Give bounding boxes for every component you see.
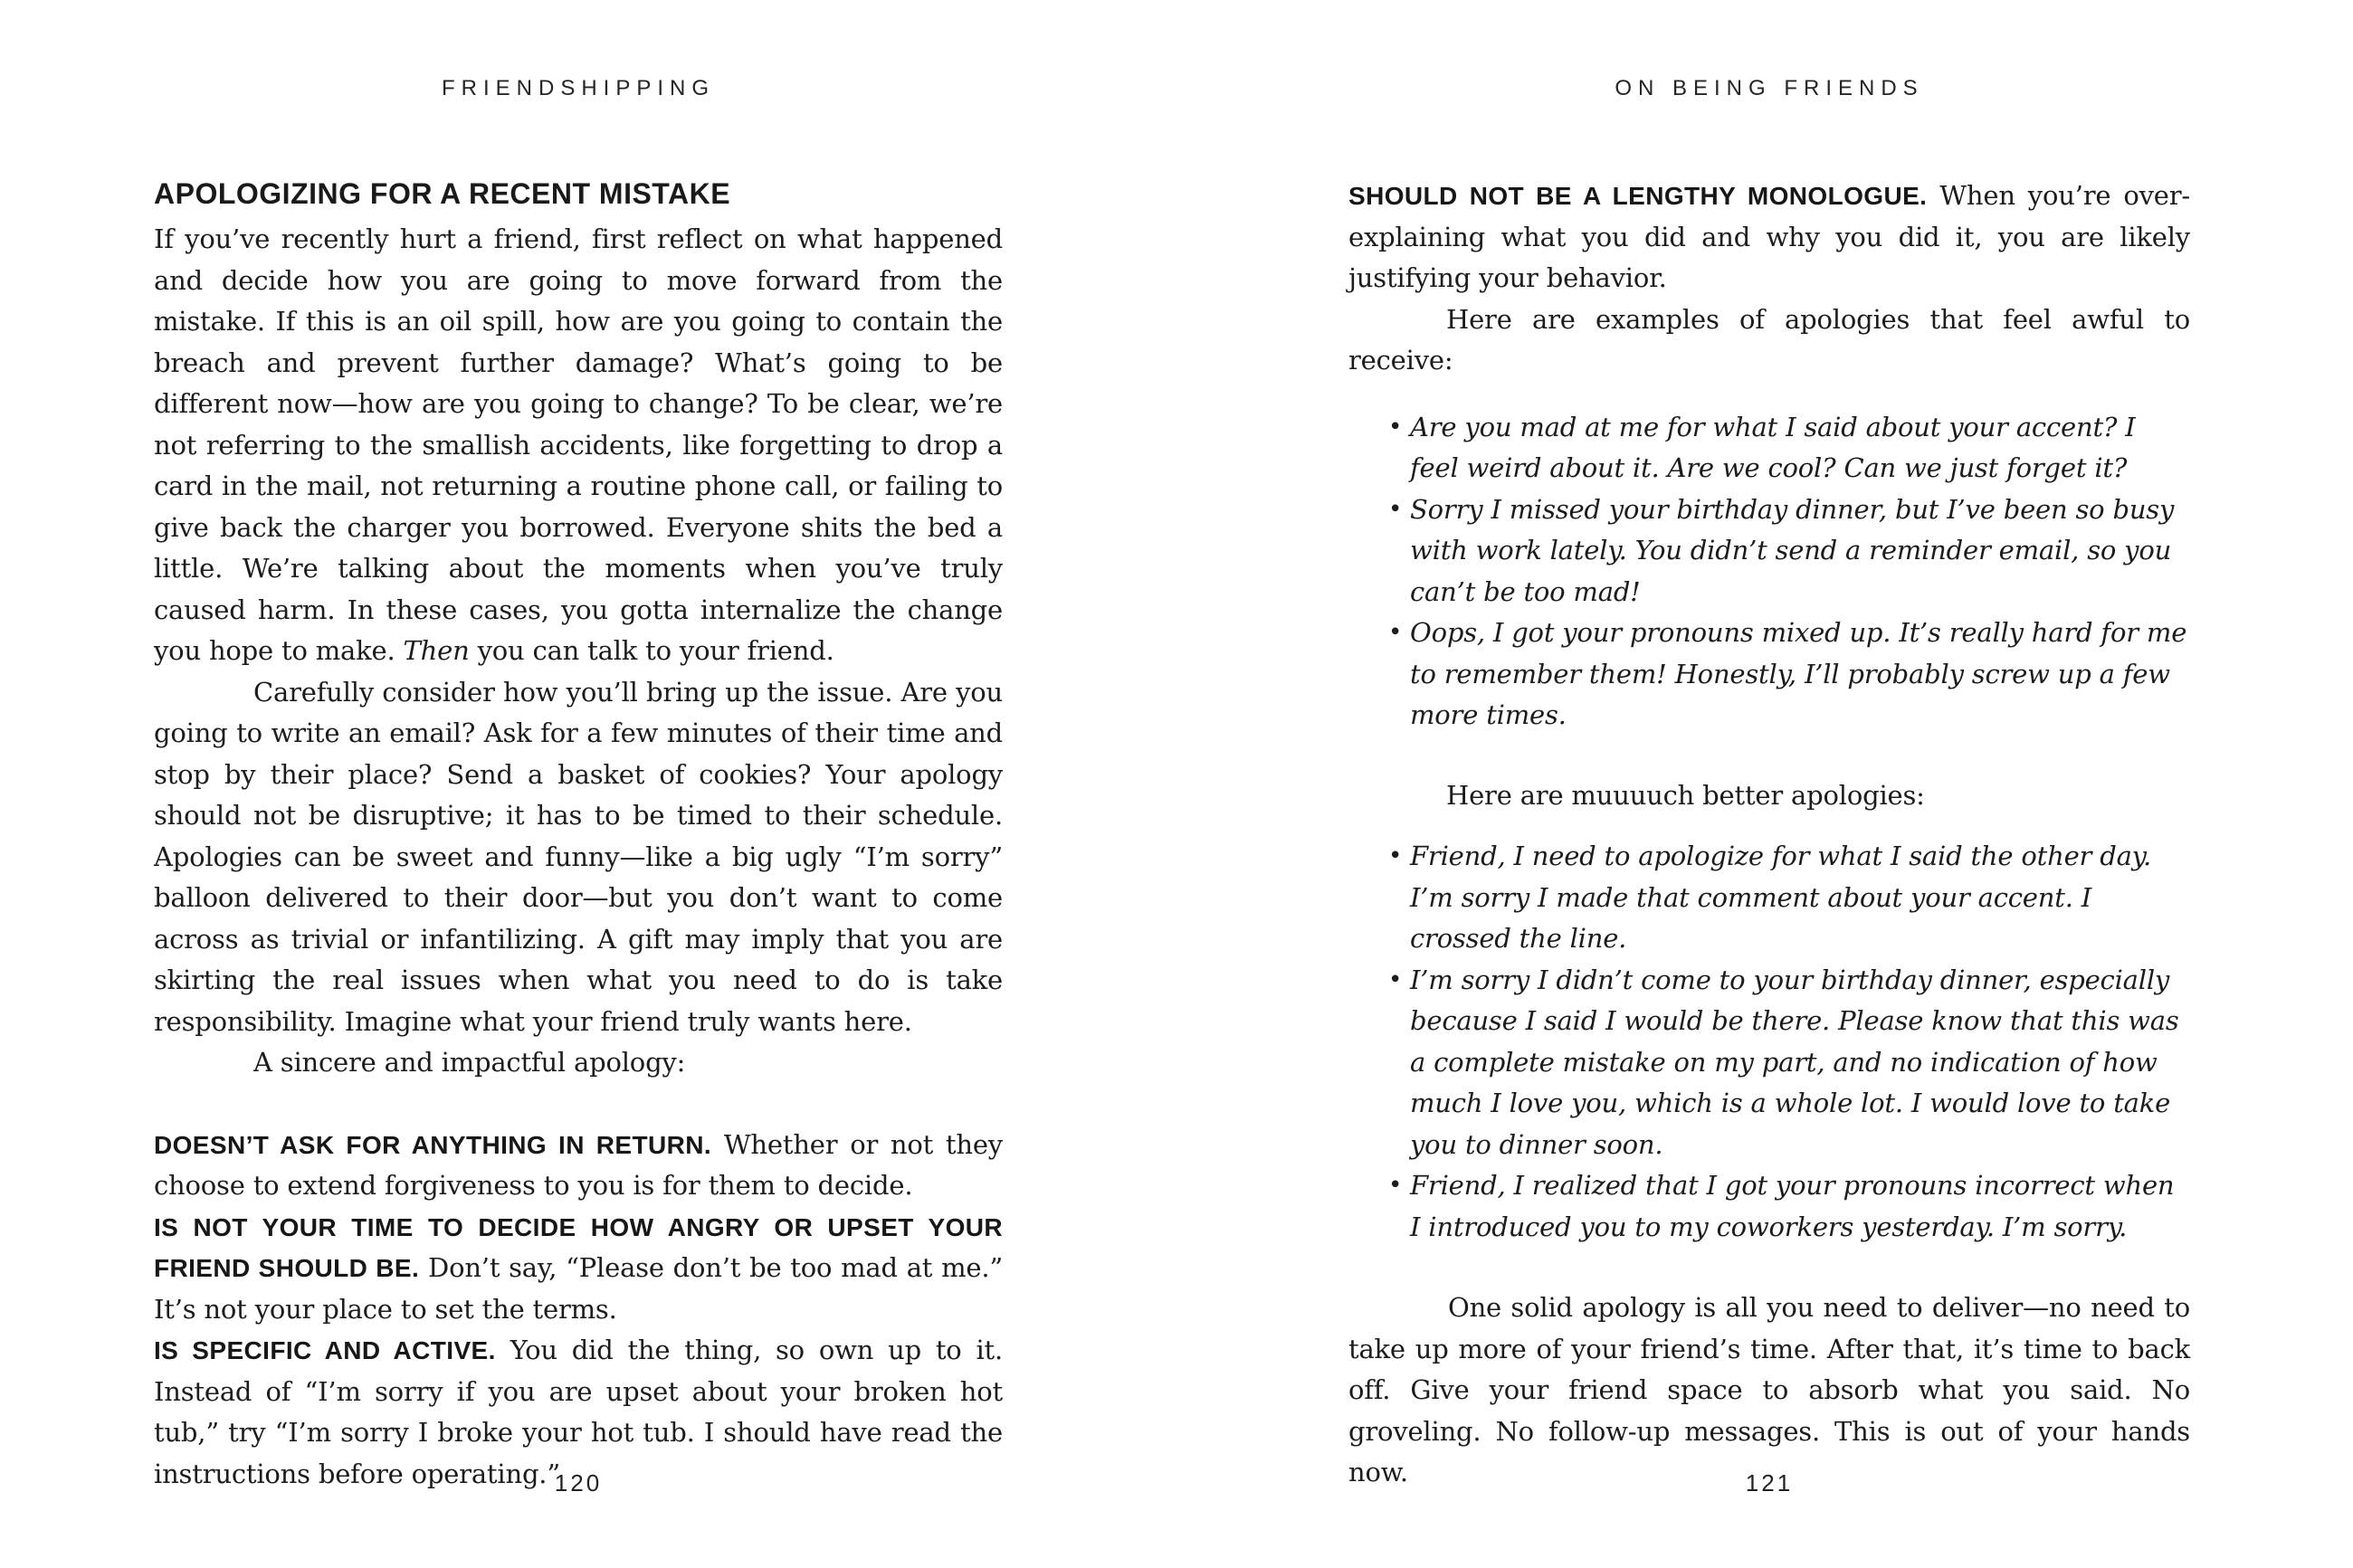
running-head-chapter-title: ON BEING FRIENDS	[1615, 76, 1924, 100]
paragraph-reflect-end: you can talk to your friend.	[469, 635, 834, 666]
list-item	[1388, 613, 2190, 736]
bullet-icon: •	[1388, 619, 1403, 646]
paragraph-reflect-text: If you’ve recently hurt a friend, first reflect on what happened and decide how you are going to move forward from the mistake. If this is an oil spill, how are you going to contain the breach and prevent further damage? What’s going to be different now—how are you going to change? To be clear, we’re not referring to the smallish accidents, like forgetting to drop a card in the mail, not returning a routine phone call, or failing to give back the charger you borrowed. Everyone shits the bed a little. We’re talking about the moments when you’ve truly caused harm. In these cases, you gotta internalize the change you hope to make.	[154, 223, 1003, 666]
page-left	[0, 0, 1176, 1568]
paragraph-consider: Carefully consider how you’ll bring up the issue. Are you going to write an email? Ask for a few minutes of their time and stop by their place? Send a basket of cookies? Your apology should not be disruptive; it has to be timed to their schedule. Apologies can be sweet and funny—like a big ugly “I’m sorry” balloon delivered to their door—but you don’t want to come across as trivial or infantilizing. A gift may imply that you are skirting the real issues when what you need to do is take responsibility. Imagine what your friend truly wants here.	[154, 676, 1003, 1037]
right-text-column	[1348, 176, 2190, 1494]
bullet-icon: •	[1388, 842, 1403, 870]
bad-apology-text: Are you mad at me for what I said about your accent? I feel weird about it. Are we cool? Can we just forget it?	[1410, 411, 2136, 483]
bad-apologies-intro: Here are examples of apologies that feel awful to receive:	[1348, 303, 2190, 375]
good-apology-text: I’m sorry I didn’t come to your birthday dinner, especially because I said I would be there. Please know that this was a complete mistake on my part, and no indication of how much I love you, which is a whole lot. I would love to take you to dinner soon.	[1410, 964, 2179, 1160]
running-head-book-title: FRIENDSHIPPING	[441, 76, 716, 100]
paragraph-apology-intro: A sincere and impactful apology:	[253, 1047, 686, 1078]
paragraph-reflect	[154, 219, 1003, 672]
bullet-icon: •	[1388, 413, 1403, 441]
section-title: APOLOGIZING FOR A RECENT MISTAKE	[154, 177, 731, 210]
quality-text-not-your-time: Don’t say, “Please don’t be too mad at me.” It’s not your place to set the terms.	[154, 1252, 1003, 1325]
bad-apology-text: Sorry I missed your birthday dinner, but I’ve been so busy with work lately. You didn’t send a reminder email, so you can’t be too mad!	[1410, 493, 2175, 607]
quality-lead-monologue: SHOULD NOT BE A LENGTHY MONOLOGUE.	[1348, 182, 1928, 210]
bullet-icon: •	[1388, 965, 1403, 993]
paragraph-monologue	[1348, 176, 2190, 299]
left-text-column	[154, 176, 1003, 1495]
good-apology-text: Friend, I need to apologize for what I said the other day. I’m sorry I made that comment about your accent. I crossed the line.	[1410, 841, 2152, 954]
apology-qualities-list	[154, 1125, 1003, 1496]
apology-quality-item	[154, 1207, 1003, 1331]
apology-quality-item	[154, 1125, 1003, 1207]
quality-lead-not-your-time: IS NOT YOUR TIME TO DECIDE HOW ANGRY OR UPSET YOUR FRIEND SHOULD BE.	[154, 1212, 1003, 1282]
quality-text-monologue: When you’re over-explaining what you did and why you did it, you are likely justifying your behavior.	[1348, 180, 2190, 293]
quality-lead-no-return: DOESN’T ASK FOR ANYTHING IN RETURN.	[154, 1130, 712, 1159]
good-apologies-list	[1348, 836, 2190, 1248]
quality-text-specific-active: You did the thing, so own up to it. Instead of “I’m sorry if you are upset about your broken hot tub,” try “I’m sorry I broke your hot tub. I should have read the instructions before operating.”	[154, 1335, 1003, 1489]
bullet-icon: •	[1388, 495, 1403, 523]
page-number-left: 120	[554, 1469, 603, 1497]
bullet-icon: •	[1388, 1172, 1403, 1199]
bad-apology-text: Oops, I got your pronouns mixed up. It’s really hard for me to remember them! Honestly, I’ll probably screw up a few more times.	[1410, 617, 2187, 730]
quality-text-no-return: Whether or not they choose to extend forgiveness to you is for them to decide.	[154, 1128, 1003, 1201]
list-item	[1388, 1165, 2190, 1248]
list-item	[1388, 960, 2190, 1166]
list-item	[1388, 407, 2190, 489]
list-item	[1388, 489, 2190, 613]
list-item	[1388, 836, 2190, 960]
page-number-right: 121	[1745, 1469, 1794, 1497]
paragraph-closing: One solid apology is all you need to deliver—no need to take up more of your friend’s time. After that, it’s time to back off. Give your friend space to absorb what you said. No groveling. No follow-up messages. This is out of your hands now.	[1348, 1292, 2190, 1487]
bad-apologies-list	[1348, 407, 2190, 736]
good-apology-text: Friend, I realized that I got your pronouns incorrect when I introduced you to my coworkers yesterday. I’m sorry.	[1410, 1170, 2175, 1242]
good-apologies-intro: Here are muuuuch better apologies:	[1446, 779, 1925, 811]
quality-lead-specific-active: IS SPECIFIC AND ACTIVE.	[154, 1336, 496, 1364]
italic-then: Then	[403, 635, 470, 666]
page-right	[1176, 0, 2353, 1568]
